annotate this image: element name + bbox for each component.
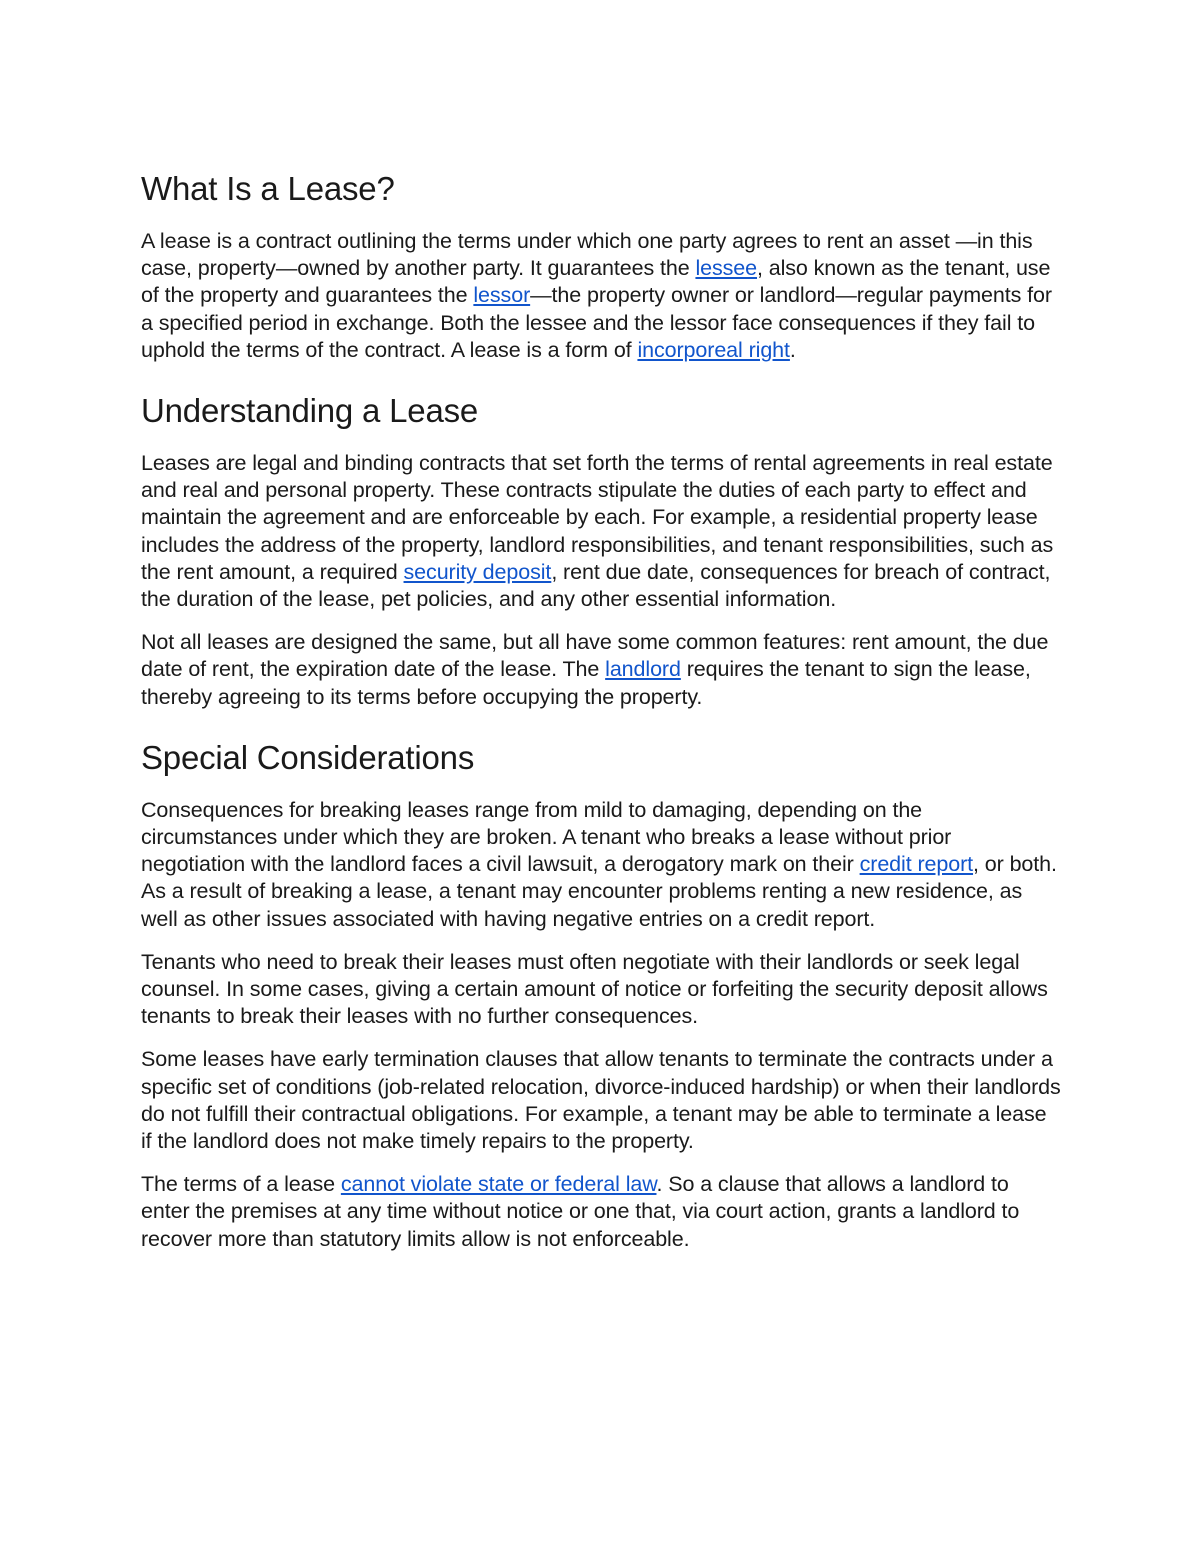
inline-link[interactable]: credit report — [859, 852, 974, 877]
text-run: A lease is a contract outlining the terms under which one party agrees to rent an asset —in this case, property—owned by another party. It guarantees the — [141, 229, 1033, 281]
paragraph — [141, 949, 1061, 1031]
section — [141, 737, 1061, 1253]
inline-link[interactable]: incorporeal right — [637, 337, 790, 362]
document-body — [141, 168, 1061, 1269]
text-run: —the property owner or landlord—regular payments for a specified period in exchange. Both the lessee and the lessor face consequences if they fail to uphold the terms of the contract. A lease is a form of — [141, 283, 1052, 362]
paragraph — [141, 797, 1061, 933]
inline-link[interactable]: cannot violate state or federal law — [340, 1172, 657, 1197]
section — [141, 390, 1061, 711]
section — [141, 168, 1061, 364]
inline-link[interactable]: security deposit — [403, 559, 552, 584]
text-run: Some leases have early termination clauses that allow tenants to terminate the contracts under a specific set of conditions (job-related relocation, divorce-induced hardship) or when their landlords do not fulfill their contractual obligations. For example, a tenant may be able to terminate a lease if the landlord does not make timely repairs to the property. — [141, 1047, 1061, 1154]
text-run: Leases are legal and binding contracts that set forth the terms of rental agreements in real estate and real and personal property. These contracts stipulate the duties of each party to effect and maintain the agreement and are enforceable by each. For example, a residential property lease includes the address of the property, landlord responsibilities, and tenant responsibilities, such as the rent amount, a required — [141, 451, 1054, 584]
text-run: . So a clause that allows a landlord to enter the premises at any time without notice or one that, via court action, grants a landlord to recover more than statutory limits allow is not enforceable. — [141, 1172, 1020, 1251]
inline-link[interactable]: lessor — [473, 283, 531, 308]
paragraph — [141, 629, 1061, 711]
paragraph — [141, 450, 1061, 613]
paragraph — [141, 1171, 1061, 1253]
text-run: requires the tenant to sign the lease, thereby agreeing to its terms before occupying the property. — [141, 657, 1031, 709]
text-run: , also known as the tenant, use of the property and guarantees the — [141, 256, 1051, 308]
text-run: , rent due date, consequences for breach of contract, the duration of the lease, pet policies, and any other essential information. — [141, 559, 1051, 612]
text-run: , or both. As a result of breaking a lease, a tenant may encounter problems renting a new residence, as well as other issues associated with having negative entries on a credit report. — [141, 852, 1057, 931]
paragraph — [141, 1046, 1061, 1155]
text-run: Consequences for breaking leases range from mild to damaging, depending on the circumstances under which they are broken. A tenant who breaks a lease without prior negotiation with the landlord faces a civil lawsuit, a derogatory mark on their — [141, 797, 952, 877]
inline-link[interactable]: landlord — [605, 657, 681, 682]
text-run: Not all leases are designed the same, but all have some common features: rent amount, the due date of rent, the expiration date of the lease. The — [141, 630, 1049, 682]
section-heading: What Is a Lease? — [141, 170, 395, 207]
text-run: Tenants who need to break their leases must often negotiate with their landlords or seek legal counsel. In some cases, giving a certain amount of notice or forfeiting the security deposit allows tenants to break their leases with no further consequences. — [141, 949, 1048, 1029]
text-run: The terms of a lease — [141, 1172, 341, 1197]
paragraph — [141, 228, 1061, 364]
section-heading: Special Considerations — [141, 738, 475, 776]
text-run: . — [789, 337, 796, 362]
section-heading: Understanding a Lease — [141, 392, 479, 430]
inline-link[interactable]: lessee — [695, 256, 757, 281]
